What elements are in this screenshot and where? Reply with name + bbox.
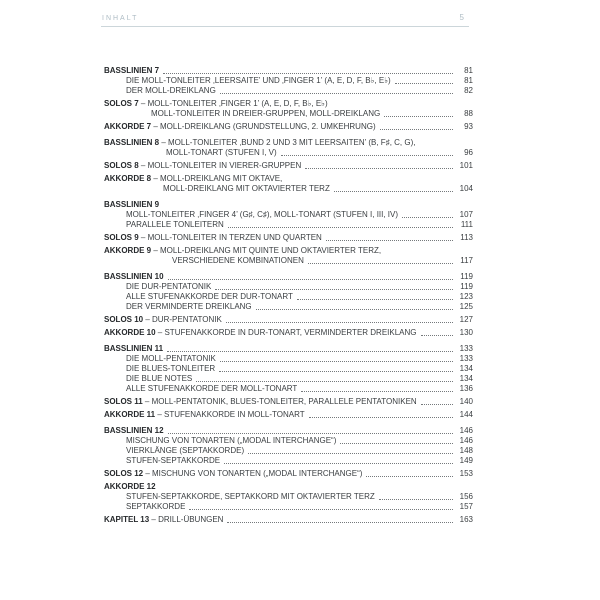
toc-entry-heading: BASSLINIEN 9 <box>104 200 160 209</box>
toc-entry-page: 104 <box>459 184 473 193</box>
toc-entry <box>104 469 473 479</box>
toc-entry-title: SOLOS 10 – DUR-PENTATONIK <box>104 315 222 324</box>
toc-entry <box>104 148 473 158</box>
toc-entry-page: 123 <box>459 292 473 301</box>
toc-entry-page: 93 <box>464 122 473 131</box>
toc-entry-title: ALLE STUFENAKKORDE DER DUR-TONART <box>126 292 293 301</box>
toc-entry-page: 153 <box>459 469 473 478</box>
toc-entry <box>104 272 473 282</box>
toc-entry-page: 96 <box>464 148 473 157</box>
toc-list <box>104 66 473 525</box>
toc-entry-heading: SOLOS 11 <box>104 397 143 406</box>
toc-entry <box>104 122 473 132</box>
dotted-leader <box>226 322 453 323</box>
toc-entry-heading: BASSLINIEN 11 <box>104 344 164 353</box>
toc-entry-title: AKKORDE 11 – STUFENAKKORDE IN MOLL-TONART <box>104 410 305 419</box>
toc-entry-heading: BASSLINIEN 8 <box>104 138 160 147</box>
dotted-leader <box>168 279 453 280</box>
dotted-leader <box>309 417 453 418</box>
toc-entry-title: BASSLINIEN 8 – MOLL-TONLEITER ‚BUND 2 UND 3 MIT LEERSAITEN’ (B, F♯, C, G), <box>104 138 416 147</box>
toc-entry-page: 107 <box>459 210 473 219</box>
toc-entry-heading: AKKORDE 12 <box>104 482 156 491</box>
toc-entry <box>104 66 473 76</box>
toc-entry <box>104 446 473 456</box>
toc-entry-page: 113 <box>460 233 473 242</box>
toc-entry-title: VIERKLÄNGE (SEPTAKKORDE) <box>126 446 245 455</box>
toc-entry-heading: SOLOS 8 <box>104 161 139 170</box>
toc-entry-title: AKKORDE 7 – MOLL-DREIKLANG (GRUNDSTELLUNG, 2. UMKEHRUNG) <box>104 122 376 131</box>
toc-entry <box>104 384 473 394</box>
toc-entry <box>104 302 473 312</box>
toc-entry-page: 134 <box>459 374 473 383</box>
toc-entry-page: 140 <box>459 397 473 406</box>
dotted-leader <box>402 217 453 218</box>
toc-entry <box>104 482 473 492</box>
dotted-leader <box>189 509 453 510</box>
dotted-leader <box>379 499 453 500</box>
toc-entry-title: MOLL-DREIKLANG MIT OKTAVIERTER TERZ <box>163 184 330 193</box>
toc-entry-title: AKKORDE 8 – MOLL-DREIKLANG MIT OKTAVE, <box>104 174 283 183</box>
dotted-leader <box>334 191 453 192</box>
dotted-leader <box>256 309 453 310</box>
toc-entry-page: 82 <box>464 86 473 95</box>
toc-entry <box>104 200 473 210</box>
toc-entry-title <box>104 344 163 354</box>
toc-entry-title: DIE BLUE NOTES <box>126 374 193 383</box>
toc-entry-title <box>104 272 164 282</box>
toc-entry-heading: AKKORDE 11 <box>104 410 156 419</box>
toc-entry-page: 156 <box>459 492 473 501</box>
dotted-leader <box>220 93 453 94</box>
toc-entry-heading: BASSLINIEN 10 <box>104 272 164 281</box>
toc-entry-page: 81 <box>464 76 473 85</box>
toc-entry-page: 88 <box>464 109 473 118</box>
toc-entry <box>104 397 473 407</box>
toc-entry-title: MOLL-TONLEITER ‚FINGER 4’ (G♯, C♯), MOLL-TONART (STUFEN I, III, IV) <box>126 210 399 219</box>
toc-entry <box>104 174 473 184</box>
toc-entry-heading: SOLOS 10 <box>104 315 144 324</box>
toc-entry-page: 146 <box>459 426 473 435</box>
dotted-leader <box>228 227 453 228</box>
dotted-leader <box>281 155 453 156</box>
toc-entry <box>104 344 473 354</box>
toc-entry-title: SOLOS 9 – MOLL-TONLEITER IN TERZEN UND QUARTEN <box>104 233 322 242</box>
toc-entry <box>104 86 473 96</box>
toc-entry <box>104 161 473 171</box>
dotted-leader <box>168 433 453 434</box>
toc-entry-page: 146 <box>459 436 473 445</box>
dotted-leader <box>326 240 453 241</box>
toc-entry-heading: AKKORDE 7 <box>104 122 152 131</box>
dotted-leader <box>196 381 453 382</box>
toc-entry <box>104 364 473 374</box>
dotted-leader <box>421 335 453 336</box>
toc-entry <box>104 426 473 436</box>
toc-entry-page: 81 <box>464 66 473 75</box>
toc-entry <box>104 492 473 502</box>
toc-entry <box>104 374 473 384</box>
toc-entry-title: ALLE STUFENAKKORDE DER MOLL-TONART <box>126 384 298 393</box>
toc-entry <box>104 220 473 230</box>
toc-entry-title <box>104 200 159 210</box>
header-title: INHALT <box>102 15 139 22</box>
dotted-leader <box>297 299 453 300</box>
toc-entry-heading: AKKORDE 9 <box>104 246 152 255</box>
toc-entry-page: 111 <box>460 220 473 229</box>
toc-entry-page: 133 <box>459 354 473 363</box>
toc-entry-page: 130 <box>459 328 473 337</box>
toc-entry-heading: KAPITEL 13 <box>104 515 150 524</box>
toc-entry-title: KAPITEL 13 – DRILL-ÜBUNGEN <box>104 515 224 524</box>
toc-entry <box>104 210 473 220</box>
dotted-leader <box>224 463 453 464</box>
toc-entry-title <box>104 66 159 76</box>
toc-entry-page: 144 <box>459 410 473 419</box>
toc-entry-page: 136 <box>459 384 473 393</box>
toc-entry <box>104 515 473 525</box>
dotted-leader <box>384 116 453 117</box>
toc-entry-page: 149 <box>459 456 473 465</box>
toc-entry-page: 163 <box>459 515 473 524</box>
toc-entry <box>104 328 473 338</box>
toc-entry <box>104 109 473 119</box>
toc-entry-title: SEPTAKKORDE <box>126 502 186 511</box>
toc-entry-page: 157 <box>459 502 473 511</box>
dotted-leader <box>380 129 453 130</box>
toc-entry-title: MISCHUNG VON TONARTEN („MODAL INTERCHANGE“) <box>126 436 337 445</box>
toc-entry-title: SOLOS 12 – MISCHUNG VON TONARTEN („MODAL INTERCHANGE“) <box>104 469 363 478</box>
dotted-leader <box>248 453 453 454</box>
toc-entry-title: SOLOS 8 – MOLL-TONLEITER IN VIERER-GRUPPEN <box>104 161 302 170</box>
dotted-leader <box>219 371 453 372</box>
toc-entry-title: DER MOLL-DREIKLANG <box>126 86 216 95</box>
toc-entry-title <box>104 482 156 492</box>
toc-entry-title: VERSCHIEDENE KOMBINATIONEN <box>172 256 304 265</box>
dotted-leader <box>227 522 453 523</box>
toc-entry-title: MOLL-TONLEITER IN DREIER-GRUPPEN, MOLL-DREIKLANG <box>151 109 381 118</box>
toc-entry <box>104 410 473 420</box>
toc-entry-heading: AKKORDE 10 <box>104 328 156 337</box>
dotted-leader <box>366 476 453 477</box>
toc-entry-title: PARALLELE TONLEITERN <box>126 220 224 229</box>
dotted-leader <box>340 443 453 444</box>
toc-entry-title: SOLOS 7 – MOLL-TONLEITER ‚FINGER 1’ (A, E, D, F, B♭, E♭) <box>104 99 328 108</box>
dotted-leader <box>163 73 453 74</box>
toc-entry <box>104 256 473 266</box>
toc-entry-title: STUFEN-SEPTAKKORDE, SEPTAKKORD MIT OKTAVIERTER TERZ <box>126 492 375 501</box>
toc-entry-heading: BASSLINIEN 7 <box>104 66 160 75</box>
page-header <box>102 13 468 22</box>
toc-entry-heading: SOLOS 7 <box>104 99 139 108</box>
toc-entry-title: STUFEN-SEPTAKKORDE <box>126 456 221 465</box>
toc-entry-heading: AKKORDE 8 <box>104 174 152 183</box>
dotted-leader <box>395 83 453 84</box>
toc-entry-title: DIE BLUES-TONLEITER <box>126 364 216 373</box>
toc-entry-title: DIE MOLL-PENTATONIK <box>126 354 216 363</box>
dotted-leader <box>220 361 453 362</box>
toc-entry-page: 134 <box>459 364 473 373</box>
toc-entry <box>104 282 473 292</box>
toc-entry-title <box>104 426 164 436</box>
toc-entry <box>104 315 473 325</box>
toc-entry-page: 148 <box>459 446 473 455</box>
toc-entry-title: SOLOS 11 – MOLL-PENTATONIK, BLUES-TONLEITER, PARALLELE PENTATONIKEN <box>104 397 417 406</box>
dotted-leader <box>305 168 453 169</box>
dotted-leader <box>301 391 453 392</box>
toc-entry <box>104 456 473 466</box>
toc-entry <box>104 138 473 148</box>
toc-entry-title: AKKORDE 9 – MOLL-DREIKLANG MIT QUINTE UND OKTAVIERTER TERZ, <box>104 246 382 255</box>
toc-entry <box>104 354 473 364</box>
toc-entry <box>104 233 473 243</box>
header-page-number: 5 <box>459 13 464 22</box>
toc-entry-page: 119 <box>460 272 473 281</box>
toc-entry <box>104 99 473 109</box>
toc-entry-heading: SOLOS 12 <box>104 469 144 478</box>
dotted-leader <box>308 263 453 264</box>
toc-entry <box>104 502 473 512</box>
toc-entry-title: DIE DUR-PENTATONIK <box>126 282 212 291</box>
dotted-leader <box>421 404 453 405</box>
toc-entry-page: 125 <box>459 302 473 311</box>
toc-entry-title: DER VERMINDERTE DREIKLANG <box>126 302 252 311</box>
toc-entry-title: DIE MOLL-TONLEITER ‚LEERSAITE’ UND ‚FINGER 1’ (A, E, D, F, B♭, E♭) <box>126 76 391 85</box>
toc-entry-page: 133 <box>459 344 473 353</box>
header-rule <box>101 26 469 27</box>
toc-entry-page: 127 <box>459 315 473 324</box>
toc-entry-heading: SOLOS 9 <box>104 233 139 242</box>
toc-entry <box>104 292 473 302</box>
toc-entry-heading: BASSLINIEN 12 <box>104 426 164 435</box>
dotted-leader <box>215 289 453 290</box>
toc-entry-title: AKKORDE 10 – STUFENAKKORDE IN DUR-TONART, VERMINDERTER DREIKLANG <box>104 328 417 337</box>
toc-entry-page: 119 <box>460 282 473 291</box>
toc-entry-page: 117 <box>460 256 473 265</box>
toc-entry <box>104 246 473 256</box>
toc-entry <box>104 76 473 86</box>
toc-entry <box>104 184 473 194</box>
toc-entry-page: 101 <box>459 161 473 170</box>
toc-entry-title: MOLL-TONART (STUFEN I, V) <box>166 148 277 157</box>
dotted-leader <box>167 351 453 352</box>
toc-entry <box>104 436 473 446</box>
